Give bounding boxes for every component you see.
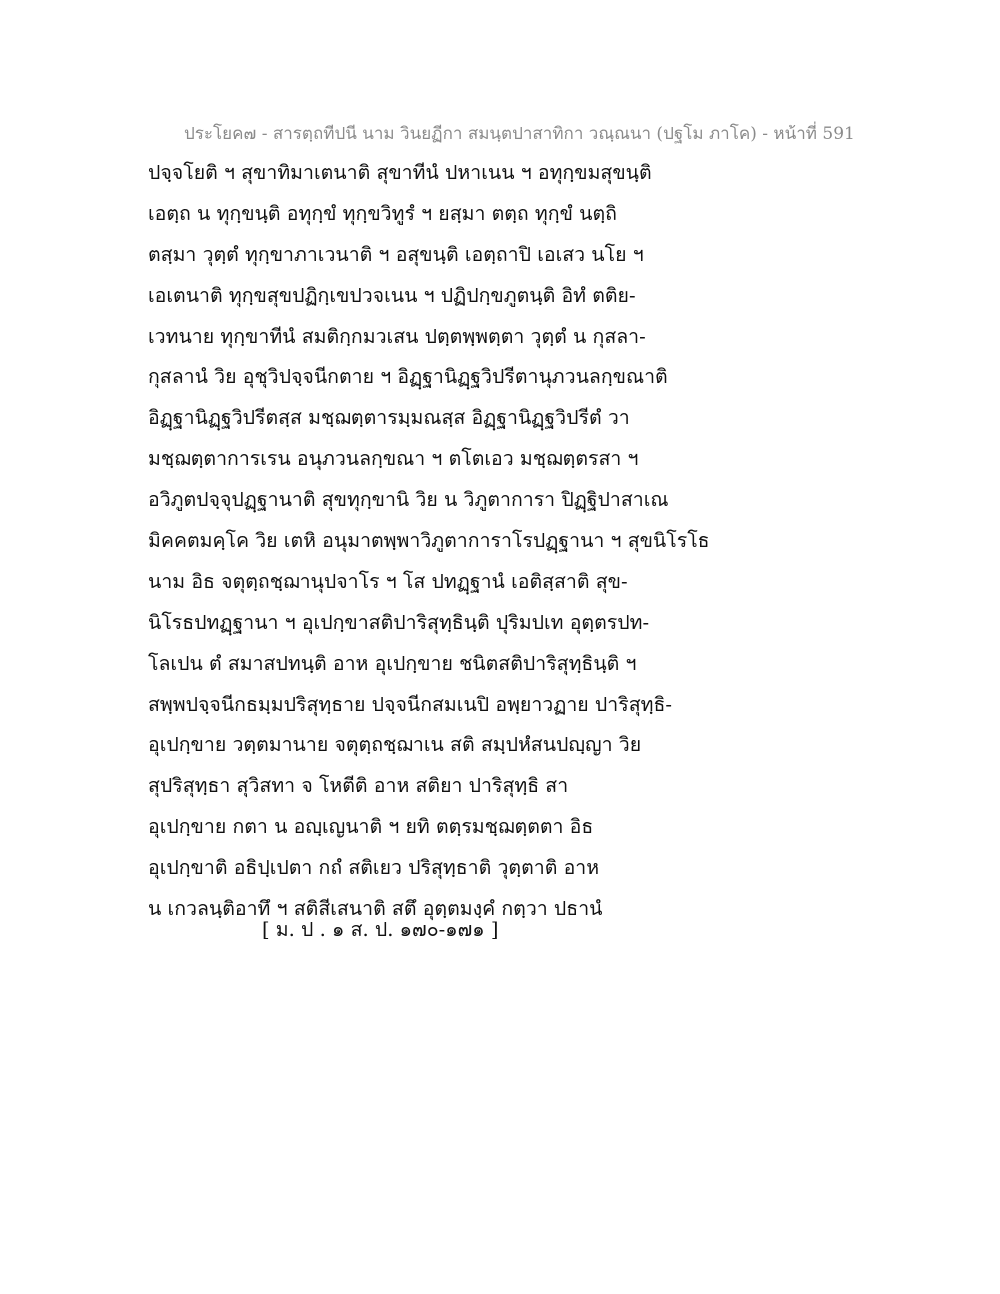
- text-line: กุสลานํ วิย อุชุวิปจฺจนีกตาย ฯ อิฏฺฐานิฏฺฐวิปรีตานุภวนลกฺขณาติ: [148, 365, 668, 389]
- text-line: โลเปน ตํ สมาสปทนฺติ อาห อุเปกฺขาย ชนิตสติปาริสุทฺธินฺติ ฯ: [148, 651, 637, 675]
- text-line: อุเปกฺขาติ อธิปฺเปตา กถํ สติเยว ปริสุทฺธาติ วุตฺตาติ อาห: [148, 856, 600, 880]
- text-line: อุเปกฺขาย กตา น อญฺเญนาติ ฯ ยทิ ตตฺรมชฺฌตฺตตา อิธ: [148, 815, 594, 839]
- text-line: เอเตนาติ ทุกฺขสุขปฏิกฺเขปวจเนน ฯ ปฏิปกฺขภูตนฺติ อิทํ ตติย-: [148, 283, 636, 307]
- text-line: อุเปกฺขาย วตฺตมานาย จตุตฺถชฺฌาเน สติ สมฺปหํสนปญฺญา วิย: [148, 733, 642, 757]
- text-line: อิฏฺฐานิฏฺฐวิปรีตสฺส มชฺฌตฺตารมฺมณสฺส อิฏฺฐานิฏฺฐวิปรีตํ วา: [148, 406, 630, 430]
- text-line: สุปริสุทฺธา สุวิสทา จ โหตีติ อาห สติยา ปาริสุทฺธิ สา: [148, 774, 569, 798]
- body-text: [148, 158, 708, 935]
- text-line: สพฺพปจฺจนีกธมฺมปริสุทฺธาย ปจฺจนีกสมเนปิ อพฺยาวฏาย ปาริสุทฺธิ-: [148, 692, 672, 716]
- text-line: ปจฺจโยติ ฯ สุขาทิมาเตนาติ สุขาทีนํ ปหาเนน ฯ อทุกฺขมสุขนฺติ: [148, 161, 652, 184]
- text-line: มิคคตมคฺโค วิย เตหิ อนุมาตพฺพาวิภูตาการาโรปฏฺฐานา ฯ สุขนิโรโธ: [148, 529, 710, 553]
- source-reference: [ ม. ป . ๑ ส. ป. ๑๗๐-๑๗๑ ]: [262, 918, 499, 941]
- text-line: อวิภูตปจฺจุปฏฺฐานาติ สุขทุกฺขานิ วิย น วิภูตาการา ปิฏฺฐิปาสาเณ: [148, 488, 669, 512]
- text-line: นาม อิธ จตุตฺถชฺฌานุปจาโร ฯ โส ปทฏฺฐานํ เอติสฺสาติ สุข-: [148, 569, 628, 593]
- text-line: เอตฺถ น ทุกฺขนฺติ อทุกฺขํ ทุกฺขวิทูรํ ฯ ยสฺมา ตตฺถ ทุกฺขํ นตฺถิ: [148, 201, 617, 225]
- text-line: มชฺฌตฺตาการเรน อนุภวนลกฺขณา ฯ ตโตเอว มชฺฌตฺตรสา ฯ: [148, 447, 639, 471]
- text-line: เวทนาย ทุกฺขาทีนํ สมติกฺกมวเสน ปตฺตพฺพตฺตา วุตฺตํ น กุสลา-: [148, 324, 646, 348]
- text-line: ตสฺมา วุตฺตํ ทุกฺขาภาเวนาติ ฯ อสุขนฺติ เอตฺถาปิ เอเสว นโย ฯ: [148, 242, 644, 266]
- running-header: ประโยค๗ - สารตฺถทีปนี นาม วินยฏีกา สมนฺตปาสาทิกา วณฺณนา (ปฐโม ภาโค) - หน้าที่ 591: [184, 124, 855, 144]
- text-line: นิโรธปทฏฺฐานา ฯ อุเปกฺขาสติปาริสุทฺธินฺติ ปุริมปเท อุตฺตรปท-: [148, 610, 650, 634]
- text-line: น เกวลนฺติอาทึ ฯ สติสีเสนาติ สตึ อุตฺตมงฺคํ กตฺวา ปธานํ: [148, 897, 603, 921]
